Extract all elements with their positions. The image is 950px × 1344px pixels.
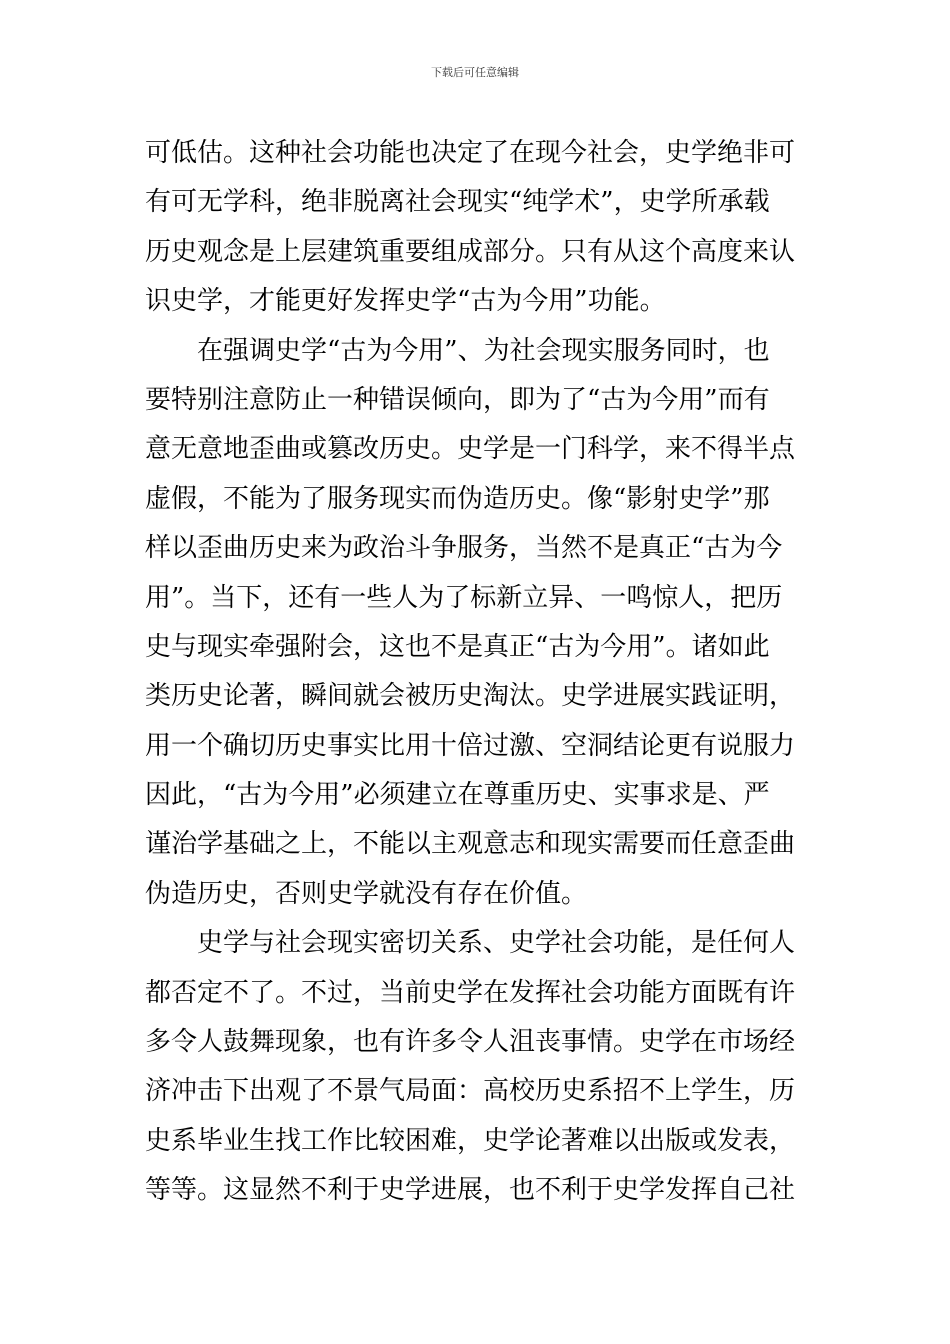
text-line: 要特别注意防止一种错误倾向，即为了“古为今用”而有 (145, 384, 770, 415)
body-text (145, 129, 815, 1216)
text-line: 伪造历史，否则史学就没有存在价值。 (145, 878, 588, 909)
text-line: 意无意地歪曲或篡改历史。史学是一门科学，来不得半点 (145, 434, 796, 465)
text-line: 史系毕业生找工作比较困难，史学论著难以出版或发表， (145, 1125, 796, 1156)
text-line: 样以歪曲历史来为政治斗争服务，当然不是真正“古为今 (145, 533, 783, 564)
text-line: 多令人鼓舞现象，也有许多令人沮丧事情。史学在市场经 (145, 1027, 796, 1058)
text-line: 用”。当下，还有一些人为了标新立异、一鸣惊人，把历 (145, 582, 783, 613)
text-line: 史学与社会现实密切关系、史学社会功能，是任何人 (145, 928, 796, 959)
text-line: 历史观念是上层建筑重要组成部分。只有从这个高度来认 (145, 236, 796, 267)
text-line: 史与现实牵强附会，这也不是真正“古为今用”。诸如此 (145, 631, 770, 662)
text-line: 识史学，才能更好发挥史学“古为今用”功能。 (145, 286, 666, 317)
text-line: 在强调史学“古为今用”、为社会现实服务同时，也 (145, 335, 770, 366)
text-line: 用一个确切历史事实比用十倍过激、空洞结论更有说服力 (145, 730, 796, 761)
text-line: 都否定不了。不过，当前史学在发挥社会功能方面既有许 (145, 977, 796, 1008)
text-line: 虚假，不能为了服务现实而伪造历史。像“影射史学”那 (145, 483, 770, 514)
text-line: 可低估。这种社会功能也决定了在现今社会，史学绝非可 (145, 138, 796, 168)
text-line: 济冲击下出观了不景气局面：高校历史系招不上学生，历 (145, 1076, 796, 1107)
text-line: 因此，“古为今用”必须建立在尊重历史、实事求是、严 (145, 780, 770, 811)
text-line: 有可无学科，绝非脱离社会现实“纯学术”，史学所承载 (145, 187, 770, 218)
text-line: 类历史论著，瞬间就会被历史淘汰。史学进展实践证明， (145, 681, 796, 712)
text-line: 谨治学基础之上，不能以主观意志和现实需要而任意歪曲 (145, 829, 796, 860)
text-line: 等等。这显然不利于史学进展，也不利于史学发挥自己社 (145, 1175, 796, 1206)
page-header: 下载后可任意编辑 (431, 66, 519, 79)
